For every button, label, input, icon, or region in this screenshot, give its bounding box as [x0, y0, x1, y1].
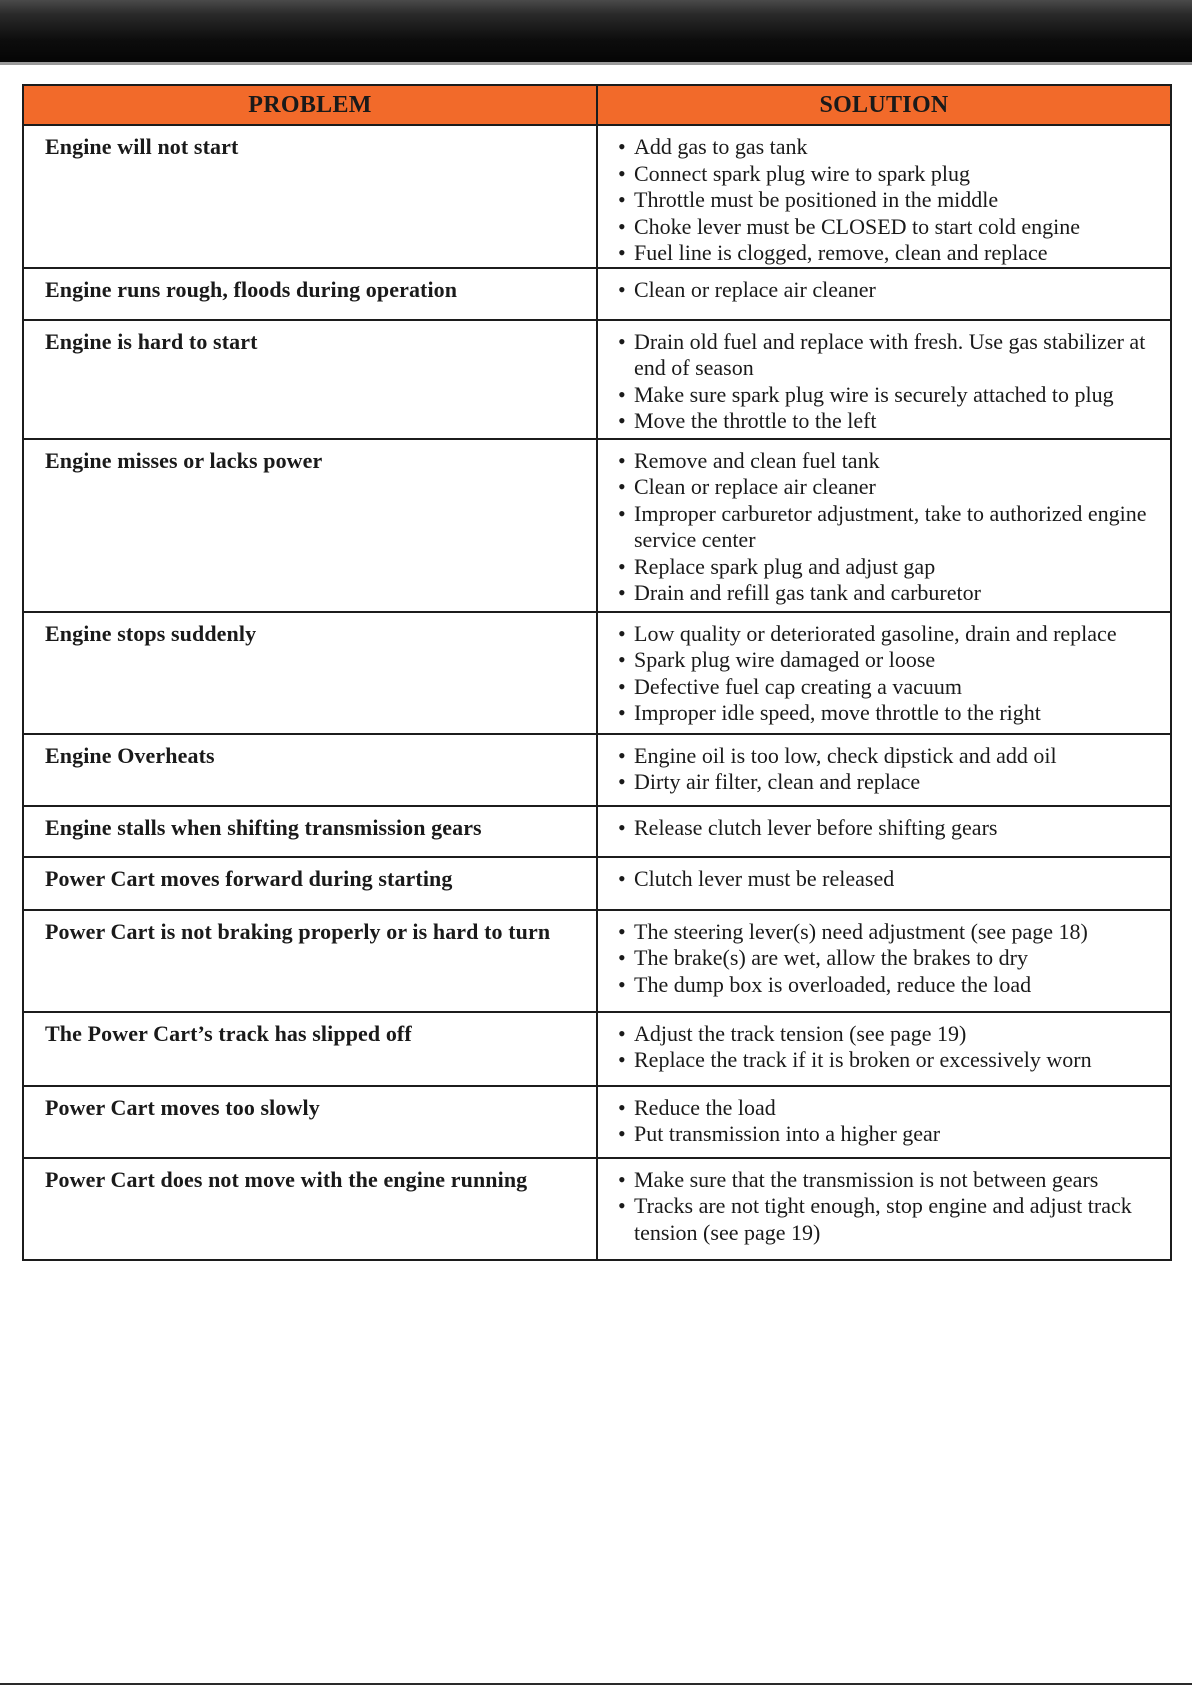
solution-item: • Connect spark plug wire to spark plug	[618, 161, 1162, 188]
table-header-row	[23, 85, 1171, 125]
table-row	[23, 320, 1171, 439]
solution-cell	[597, 612, 1171, 734]
table-row	[23, 1086, 1171, 1158]
solution-cell	[597, 125, 1171, 268]
header-bar-edge	[0, 62, 1192, 65]
table-row	[23, 612, 1171, 734]
solution-item: • Reduce the load	[618, 1095, 1162, 1122]
solution-item: • Low quality or deteriorated gasoline, drain and replace	[618, 621, 1162, 648]
solution-list	[618, 277, 1162, 304]
table-row	[23, 1158, 1171, 1260]
table-row	[23, 734, 1171, 806]
problem-cell: Engine misses or lacks power	[23, 439, 597, 612]
solution-item: • The steering lever(s) need adjustment (see page 18)	[618, 919, 1162, 946]
troubleshooting-table	[22, 84, 1172, 1261]
table-row	[23, 910, 1171, 1012]
solution-item: • Defective fuel cap creating a vacuum	[618, 674, 1162, 701]
problem-cell: Engine Overheats	[23, 734, 597, 806]
problem-cell: Engine runs rough, floods during operation	[23, 268, 597, 320]
table-row	[23, 125, 1171, 268]
solution-cell	[597, 1086, 1171, 1158]
table-row	[23, 439, 1171, 612]
table-row	[23, 1012, 1171, 1086]
solution-item: • Engine oil is too low, check dipstick and add oil	[618, 743, 1162, 770]
problem-cell: The Power Cart’s track has slipped off	[23, 1012, 597, 1086]
solution-item: • Make sure that the transmission is not between gears	[618, 1167, 1162, 1194]
problem-cell: Power Cart moves too slowly	[23, 1086, 597, 1158]
solution-item: • Put transmission into a higher gear	[618, 1121, 1162, 1148]
top-header-bar	[0, 0, 1192, 62]
solution-column-header: SOLUTION	[597, 85, 1171, 125]
problem-cell: Power Cart moves forward during starting	[23, 857, 597, 910]
solution-cell	[597, 320, 1171, 439]
solution-item: • Throttle must be positioned in the middle	[618, 187, 1162, 214]
solution-list	[618, 134, 1162, 267]
solution-cell	[597, 806, 1171, 857]
table-row	[23, 857, 1171, 910]
problem-cell: Power Cart does not move with the engine running	[23, 1158, 597, 1260]
solution-item: • Dirty air filter, clean and replace	[618, 769, 1162, 796]
solution-item: • Choke lever must be CLOSED to start cold engine	[618, 214, 1162, 241]
solution-item: • Drain and refill gas tank and carburetor	[618, 580, 1162, 607]
solution-list	[618, 1021, 1162, 1074]
solution-item: • Replace spark plug and adjust gap	[618, 554, 1162, 581]
solution-list	[618, 866, 1162, 893]
solution-item: • Improper idle speed, move throttle to the right	[618, 700, 1162, 727]
solution-cell	[597, 439, 1171, 612]
solution-cell	[597, 1158, 1171, 1260]
solution-item: • Tracks are not tight enough, stop engine and adjust track tension (see page 19)	[618, 1193, 1162, 1246]
solution-list	[618, 329, 1162, 435]
problem-cell: Engine stalls when shifting transmission gears	[23, 806, 597, 857]
solution-item: • Remove and clean fuel tank	[618, 448, 1162, 475]
problem-cell: Power Cart is not braking properly or is hard to turn	[23, 910, 597, 1012]
solution-cell	[597, 910, 1171, 1012]
solution-item: • The brake(s) are wet, allow the brakes to dry	[618, 945, 1162, 972]
solution-item: • Release clutch lever before shifting gears	[618, 815, 1162, 842]
solution-item: • Move the throttle to the left	[618, 408, 1162, 435]
solution-item: • Clean or replace air cleaner	[618, 277, 1162, 304]
solution-cell	[597, 734, 1171, 806]
solution-item: • Drain old fuel and replace with fresh. Use gas stabilizer at end of season	[618, 329, 1162, 382]
solution-list	[618, 621, 1162, 727]
solution-item: • Fuel line is clogged, remove, clean and replace	[618, 240, 1162, 267]
solution-item: • Make sure spark plug wire is securely attached to plug	[618, 382, 1162, 409]
solution-item: • Adjust the track tension (see page 19)	[618, 1021, 1162, 1048]
solution-item: • Replace the track if it is broken or excessively worn	[618, 1047, 1162, 1074]
solution-item: • Spark plug wire damaged or loose	[618, 647, 1162, 674]
problem-cell: Engine will not start	[23, 125, 597, 268]
solution-item: • Clean or replace air cleaner	[618, 474, 1162, 501]
solution-list	[618, 448, 1162, 607]
solution-list	[618, 815, 1162, 842]
solution-list	[618, 919, 1162, 999]
table-row	[23, 806, 1171, 857]
solution-list	[618, 1095, 1162, 1148]
solution-item: • The dump box is overloaded, reduce the load	[618, 972, 1162, 999]
problem-cell: Engine stops suddenly	[23, 612, 597, 734]
solution-list	[618, 1167, 1162, 1247]
table-row	[23, 268, 1171, 320]
problem-cell: Engine is hard to start	[23, 320, 597, 439]
solution-cell	[597, 857, 1171, 910]
solution-item: • Clutch lever must be released	[618, 866, 1162, 893]
solution-cell	[597, 1012, 1171, 1086]
table-body	[23, 125, 1171, 1260]
problem-column-header: PROBLEM	[23, 85, 597, 125]
solution-list	[618, 743, 1162, 796]
solution-item: • Improper carburetor adjustment, take to authorized engine service center	[618, 501, 1162, 554]
solution-item: • Add gas to gas tank	[618, 134, 1162, 161]
solution-cell	[597, 268, 1171, 320]
